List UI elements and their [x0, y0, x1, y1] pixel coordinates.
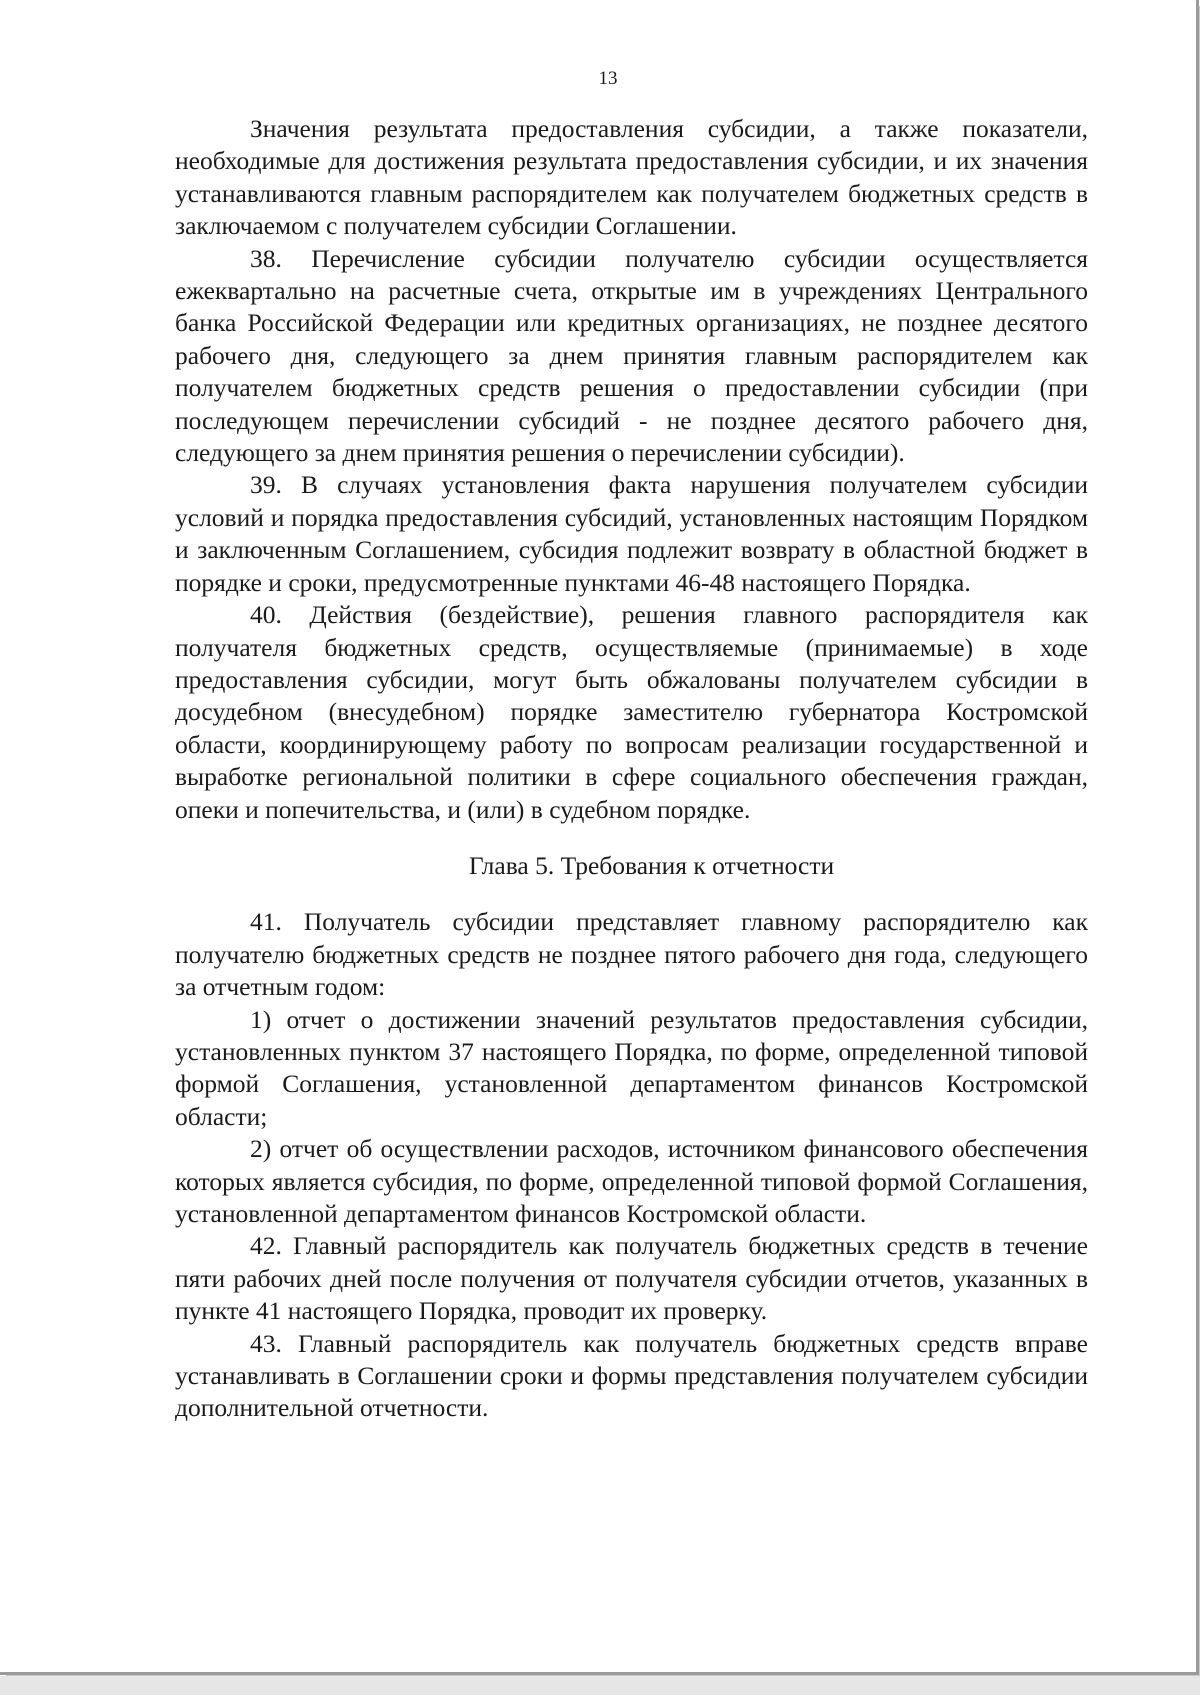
paragraph-40: 40. Действия (бездействие), решения главного распорядителя как получателя бюджетных средств, осуществляемые (принимаемые) в ходе предоставления субсидии, могут быть обжалованы получателем субсидии в досудебном (внесудебном) порядке заместителю губернатора Костромской области, координирующему работу по вопросам реализации государственной и выработке региональной политики в сфере социального обеспечения граждан, опеки и попечительства, и (или) в судебном порядке. — [175, 600, 1088, 824]
document-body — [175, 113, 1088, 1425]
paragraph-41: 41. Получатель субсидии представляет главному распорядителю как получателю бюджетных средств не позднее пятого рабочего дня года, следующего за отчетным годом: — [175, 907, 1088, 1002]
paragraph-39: 39. В случаях установления факта нарушения получателем субсидии условий и порядка предоставления субсидий, установленных настоящим Порядком и заключенным Соглашением, субсидия подлежит возврату в областной бюджет в порядке и сроки, предусмотренные пунктами 46-48 настоящего Порядка. — [175, 470, 1088, 597]
paragraph-results-values: Значения результата предоставления субсидии, а также показатели, необходимые для достижения результата предоставления субсидии, и их значения устанавливаются главным распорядителем как получателем бюджетных средств в заключаемом с получателем субсидии Соглашении. — [175, 114, 1088, 241]
scan-border — [0, 1676, 1200, 1695]
paragraph-38: 38. Перечисление субсидии получателю субсидии осуществляется ежеквартально на расчетные счета, открытые им в учреждениях Центрального банка Российской Федерации или кредитных организациях, не позднее десятого рабочего дня, следующего за днем принятия главным распорядителем как получателем бюджетных средств решения о предоставлении субсидии (при последующем перечислении субсидий - не позднее десятого рабочего дня, следующего за днем принятия решения о перечислении субсидии). — [175, 243, 1088, 468]
page-number: 13 — [598, 68, 618, 89]
paragraph-43: 43. Главный распорядитель как получатель бюджетных средств вправе устанавливать в Соглашении сроки и формы представления получателем субсидии дополнительной отчетности. — [175, 1328, 1088, 1423]
paragraph-41-item-1: 1) отчет о достижении значений результатов предоставления субсидии, установленных пунктом 37 настоящего Порядка, по форме, определенной типовой формой Соглашения, установленной департаментом финансов Костромской области; — [175, 1004, 1088, 1131]
paragraph-41-item-2: 2) отчет об осуществлении расходов, источником финансового обеспечения которых является субсидия, по форме, определенной типовой формой Соглашения, установленной департаментом финансов Костромской области. — [175, 1134, 1088, 1228]
chapter-heading: Глава 5. Требования к отчетности — [468, 850, 835, 880]
paragraph-42: 42. Главный распорядитель как получатель бюджетных средств в течение пяти рабочих дней после получения от получателя субсидии отчетов, указанных в пункте 41 настоящего Порядка, проводит их проверку. — [175, 1231, 1088, 1326]
